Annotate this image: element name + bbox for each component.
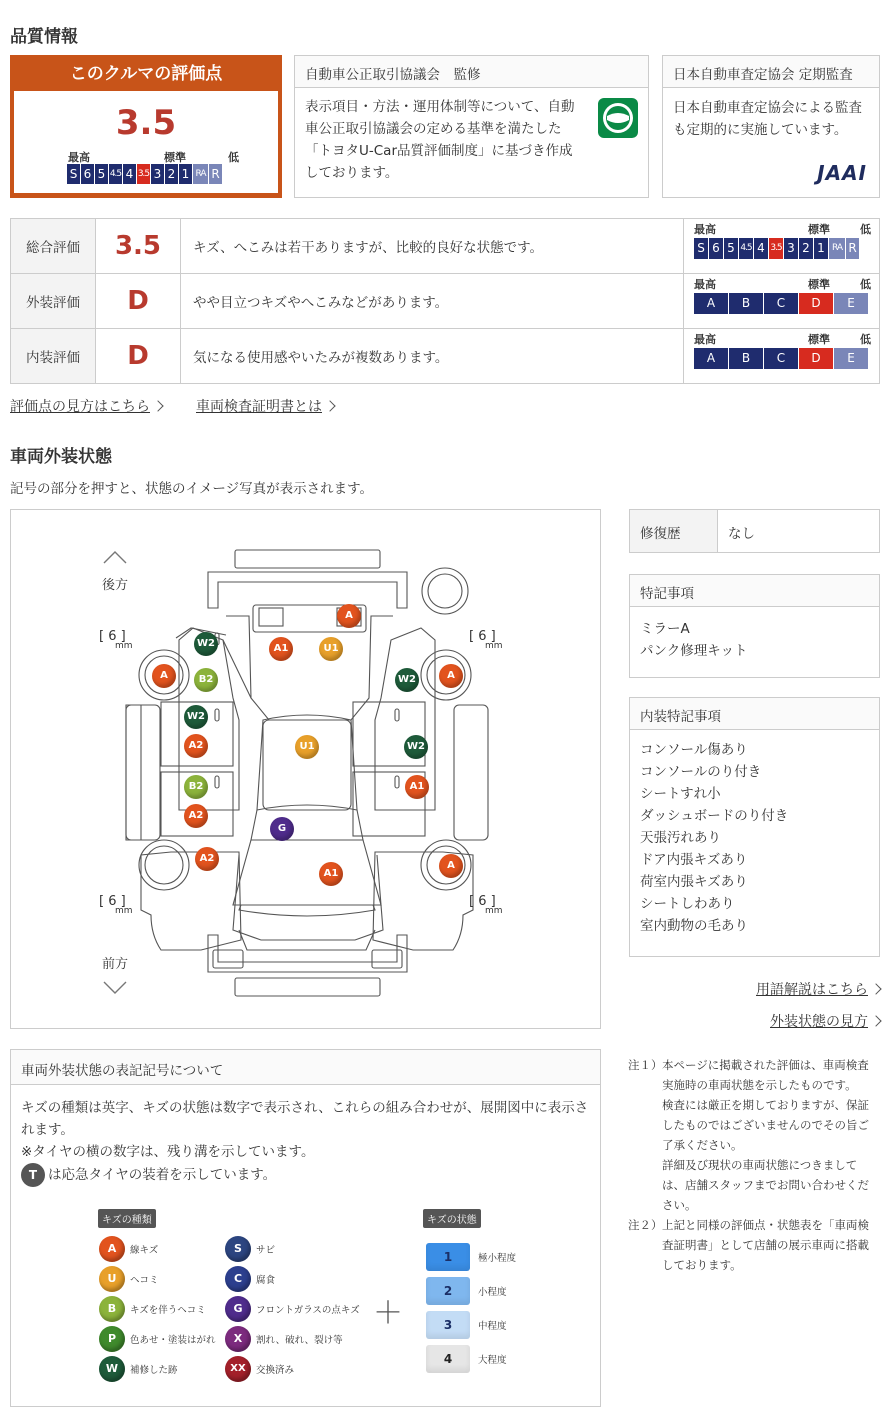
scale-low-label: 低 <box>860 278 871 291</box>
damage-marker[interactable]: A1 <box>405 775 429 799</box>
repair-history-panel <box>629 509 880 553</box>
table-row <box>11 219 880 274</box>
chevron-right-icon <box>870 1015 881 1026</box>
damage-marker[interactable]: W2 <box>184 705 208 729</box>
damage-marker[interactable]: U1 <box>295 735 319 759</box>
states-badge: キズの状態 <box>423 1209 481 1228</box>
tread-depth-rr: [ 6 ] mm <box>469 629 503 651</box>
tread-value: 6 <box>478 894 487 909</box>
scale-cell: RA <box>829 238 845 259</box>
kind-label: 腐食 <box>256 1275 276 1286</box>
kind-S-icon: S <box>225 1236 251 1262</box>
scale-cell: B <box>729 293 763 314</box>
legend-kind <box>225 1296 360 1322</box>
rating-scale-cell <box>684 219 880 274</box>
scale-low-label: 低 <box>860 223 871 236</box>
rating-scale-cell <box>684 329 880 384</box>
scale-cell: 2 <box>165 164 178 184</box>
scale-cell: E <box>834 293 868 314</box>
association-panel <box>294 55 649 198</box>
interior-title: 内装特記事項 <box>630 698 879 730</box>
kind-W-icon: W <box>99 1356 125 1382</box>
damage-marker[interactable]: B2 <box>194 668 218 692</box>
kind-P-icon: P <box>99 1326 125 1352</box>
rating-scale <box>694 238 871 259</box>
legend-title: 車両外装状態の表記記号について <box>11 1050 600 1085</box>
state-label: 小程度 <box>478 1287 507 1298</box>
kind-label: サビ <box>256 1245 276 1256</box>
kind-label: 色あせ・塗装はがれ <box>130 1335 216 1346</box>
damage-marker[interactable]: W2 <box>395 668 419 692</box>
kind-A-icon: A <box>99 1236 125 1262</box>
tread-unit: mm <box>115 906 133 916</box>
scale-high-label: 最高 <box>694 333 716 346</box>
kind-label: ヘコミ <box>130 1275 159 1286</box>
scale-cell: 2 <box>799 238 813 259</box>
cert-label: 車両検査証明書とは <box>196 399 322 415</box>
rating-desc: やや目立つキズやへこみなどがあります。 <box>181 274 684 329</box>
scale-cell: 3.5 <box>769 238 783 259</box>
list-item: 荷室内張キズあり <box>640 874 748 890</box>
association-logo-icon <box>598 98 638 138</box>
score-guide-link[interactable] <box>10 396 162 416</box>
tread-unit: mm <box>485 641 503 651</box>
kind-G-icon: G <box>225 1296 251 1322</box>
tread-unit: mm <box>485 906 503 916</box>
scale-low-label: 低 <box>860 333 871 346</box>
legend-text-1: キズの種類は英字、キズの状態は数字で表示され、これらの組み合わせが、展開図中に表示されます。 <box>21 1100 589 1138</box>
wheel-icon <box>422 568 468 614</box>
legend-kind <box>99 1326 216 1352</box>
damage-marker[interactable]: A <box>152 664 176 688</box>
association-title: 自動車公正取引協議会 監修 <box>295 56 648 88</box>
spare-tire-icon: T <box>21 1163 45 1187</box>
state-label: 大程度 <box>478 1355 507 1366</box>
scale-cell: D <box>799 293 833 314</box>
table-row <box>11 329 880 384</box>
list-item: コンソール傷あり <box>640 742 748 758</box>
scale-high-label: 最高 <box>694 223 716 236</box>
scale-cell: R <box>209 164 222 184</box>
scale-cell: 5 <box>95 164 108 184</box>
footnotes <box>628 1055 880 1275</box>
kind-XX-icon: XX <box>225 1356 251 1382</box>
rating-label: 内装評価 <box>11 329 96 384</box>
kind-C-icon: C <box>225 1266 251 1292</box>
legend-text-3: は応急タイヤの装着を示しています。 <box>48 1167 277 1183</box>
state-label: 中程度 <box>478 1321 507 1332</box>
rating-desc: キズ、へこみは若干ありますが、比較的良好な状態です。 <box>181 219 684 274</box>
association-text: 表示項目・方法・運用体制等について、自動車公正取引協議会の定める基準を満たした「トヨタU-Car品質評価制度」に基づき作成しております。 <box>305 99 575 181</box>
note-1: 本ページに掲載された評価は、車両検査実施時の車両状態を示したものです。 <box>662 1058 869 1092</box>
scale-cell: 4 <box>123 164 136 184</box>
glossary-label: 用語解説はこちら <box>756 982 868 998</box>
rating-desc: 気になる使用感やいたみが複数あります。 <box>181 329 684 384</box>
legend-kind <box>225 1356 294 1382</box>
scale-cell: 4.5 <box>109 164 122 184</box>
ratings-table <box>10 218 880 384</box>
kinds-badge: キズの種類 <box>98 1209 156 1228</box>
list-item: 天張汚れあり <box>640 830 721 846</box>
score-value: 3.5 <box>115 103 177 143</box>
damage-marker[interactable]: W2 <box>194 632 218 656</box>
kind-X-icon: X <box>225 1326 251 1352</box>
list-item: シートすれ小 <box>640 786 721 802</box>
scale-cell: E <box>834 348 868 369</box>
legend-kind <box>99 1236 158 1262</box>
damage-marker[interactable]: A <box>439 664 463 688</box>
tread-depth-rl: [ 6 ] mm <box>99 629 133 651</box>
score-title: このクルマの評価点 <box>69 64 223 84</box>
rating-label: 総合評価 <box>11 219 96 274</box>
legend-panel <box>10 1049 601 1407</box>
front-label: 前方 <box>102 957 129 972</box>
scale-cell: 5 <box>724 238 738 259</box>
note-2: 上記と同様の評価点・状態表を「車両検査証明書」として店舗の展示車両に搭載しております。 <box>662 1218 869 1272</box>
scale-cell: 3.5 <box>137 164 150 184</box>
rating-scale <box>694 293 871 314</box>
legend-state <box>426 1345 507 1373</box>
jaai-text: 日本自動車査定協会による監査も定期的に実施しています。 <box>673 100 862 138</box>
damage-marker[interactable]: A2 <box>184 734 208 758</box>
damage-marker[interactable]: A <box>439 854 463 878</box>
kind-U-icon: U <box>99 1266 125 1292</box>
chevron-right-icon <box>324 400 335 411</box>
kind-label: 割れ、破れ、裂け等 <box>256 1335 343 1346</box>
scale-std-label: 標準 <box>808 223 830 236</box>
scale-std-label: 標準 <box>808 333 830 346</box>
jaai-title: 日本自動車査定協会 定期監査 <box>663 56 879 88</box>
state-badge: 3 <box>426 1311 470 1339</box>
jaai-panel <box>662 55 880 198</box>
note-2-head: 注２） <box>628 1218 663 1232</box>
damage-marker[interactable]: A2 <box>184 804 208 828</box>
scale-cell: 6 <box>81 164 94 184</box>
list-item: パンク修理キット <box>640 643 748 659</box>
list-item: シートしわあり <box>640 896 735 912</box>
scale-cell: 1 <box>179 164 192 184</box>
scale-cell: 4 <box>754 238 768 259</box>
tread-value: 6 <box>108 629 117 644</box>
special-notes-panel <box>629 574 880 678</box>
table-row <box>11 274 880 329</box>
exterior-guide-link[interactable] <box>770 1011 880 1031</box>
legend-kind <box>99 1266 159 1292</box>
scale-cell: A <box>694 293 728 314</box>
damage-marker[interactable]: A2 <box>195 847 219 871</box>
scale-cell: R <box>846 238 859 259</box>
scale-low-label: 低 <box>228 151 239 164</box>
car-diagram <box>10 509 601 1029</box>
wheel-icon <box>139 840 189 890</box>
tread-value: 6 <box>108 894 117 909</box>
score-guide-label: 評価点の見方はこちら <box>10 399 150 415</box>
quality-heading: 品質情報 <box>10 27 78 47</box>
special-title: 特記事項 <box>630 575 879 607</box>
interior-notes-panel <box>629 697 880 957</box>
damage-marker[interactable]: U1 <box>319 637 343 661</box>
note-1-head: 注１） <box>628 1058 663 1072</box>
jaai-logo: JAAI <box>817 161 867 185</box>
glossary-link[interactable] <box>756 979 880 999</box>
scale-high-label: 最高 <box>694 278 716 291</box>
scale-cell: S <box>67 164 80 184</box>
tread-value: 6 <box>478 629 487 644</box>
car-outline <box>11 510 602 1030</box>
scale-high-label: 最高 <box>68 151 90 164</box>
scale-cell: C <box>764 348 798 369</box>
scale-cell: A <box>694 348 728 369</box>
legend-state <box>426 1277 507 1305</box>
repair-label: 修復歴 <box>630 510 718 552</box>
legend-kind <box>225 1266 275 1292</box>
scale-cell: 3 <box>784 238 798 259</box>
repair-value: なし <box>728 526 755 542</box>
rating-grade: D <box>96 274 181 329</box>
state-badge: 4 <box>426 1345 470 1373</box>
kind-label: 線キズ <box>130 1245 159 1256</box>
legend-state <box>426 1243 516 1271</box>
legend-state <box>426 1311 507 1339</box>
legend-kind <box>225 1236 275 1262</box>
exterior-guide-label: 外装状態の見方 <box>770 1014 868 1030</box>
list-item: 室内動物の毛あり <box>640 918 748 934</box>
state-label: 極小程度 <box>478 1253 517 1264</box>
list-item: ミラーA <box>640 621 690 637</box>
kind-label: キズを伴うヘコミ <box>130 1305 206 1316</box>
state-badge: 2 <box>426 1277 470 1305</box>
damage-marker[interactable]: G <box>270 817 294 841</box>
damage-marker[interactable]: B2 <box>184 775 208 799</box>
damage-marker[interactable]: W2 <box>404 735 428 759</box>
cert-link[interactable] <box>196 396 334 416</box>
plus-icon: ＋ <box>373 1296 403 1331</box>
scale-cell: 1 <box>814 238 828 259</box>
note-1b: 検査には厳正を期しておりますが、保証したものではございませんのでその旨ご了承ください。 <box>662 1098 869 1152</box>
scale-cell: 6 <box>709 238 723 259</box>
legend-kind <box>99 1296 206 1322</box>
chevron-right-icon <box>152 400 163 411</box>
scale-cell: D <box>799 348 833 369</box>
tread-depth-fl: [ 6 ] mm <box>99 894 133 916</box>
state-badge: 1 <box>426 1243 470 1271</box>
list-item: ダッシュボードのり付き <box>640 808 789 824</box>
kind-label: 交換済み <box>256 1365 295 1376</box>
scale-std-label: 標準 <box>808 278 830 291</box>
rear-label: 後方 <box>102 578 129 593</box>
tread-unit: mm <box>115 641 133 651</box>
scale-std-label: 標準 <box>164 151 186 164</box>
legend-text-2: ※タイヤの横の数字は、残り溝を示しています。 <box>21 1144 315 1160</box>
damage-marker[interactable]: A <box>337 604 361 628</box>
list-item: コンソールのり付き <box>640 764 762 780</box>
exterior-sub: 記号の部分を押すと、状態のイメージ写真が表示されます。 <box>10 481 374 497</box>
legend-kind <box>99 1356 178 1382</box>
kind-label: 補修した跡 <box>130 1365 178 1376</box>
legend-kind <box>225 1326 343 1352</box>
rating-scale <box>694 348 871 369</box>
score-box <box>10 55 282 198</box>
list-item: ドア内張キズあり <box>640 852 748 868</box>
legend-text-3-row <box>21 1163 590 1187</box>
scale-cell: C <box>764 293 798 314</box>
scale-cell: RA <box>193 164 208 184</box>
rating-label: 外装評価 <box>11 274 96 329</box>
scale-cell: 3 <box>151 164 164 184</box>
kind-label: フロントガラスの点キズ <box>256 1305 360 1316</box>
rating-grade: 3.5 <box>96 219 181 274</box>
score-scale <box>67 164 222 184</box>
damage-marker[interactable]: A1 <box>269 637 293 661</box>
damage-marker[interactable]: A1 <box>319 862 343 886</box>
rating-grade: D <box>96 329 181 384</box>
note-1c: 詳細及び現状の車両状態につきましては、店舗スタッフまでお問い合わせください。 <box>662 1158 869 1212</box>
scale-cell: B <box>729 348 763 369</box>
tread-depth-fr: [ 6 ] mm <box>469 894 503 916</box>
rating-scale-cell <box>684 274 880 329</box>
chevron-right-icon <box>870 983 881 994</box>
exterior-heading: 車両外装状態 <box>10 447 112 467</box>
scale-cell: 4.5 <box>739 238 753 259</box>
kind-B-icon: B <box>99 1296 125 1322</box>
scale-cell: S <box>694 238 708 259</box>
